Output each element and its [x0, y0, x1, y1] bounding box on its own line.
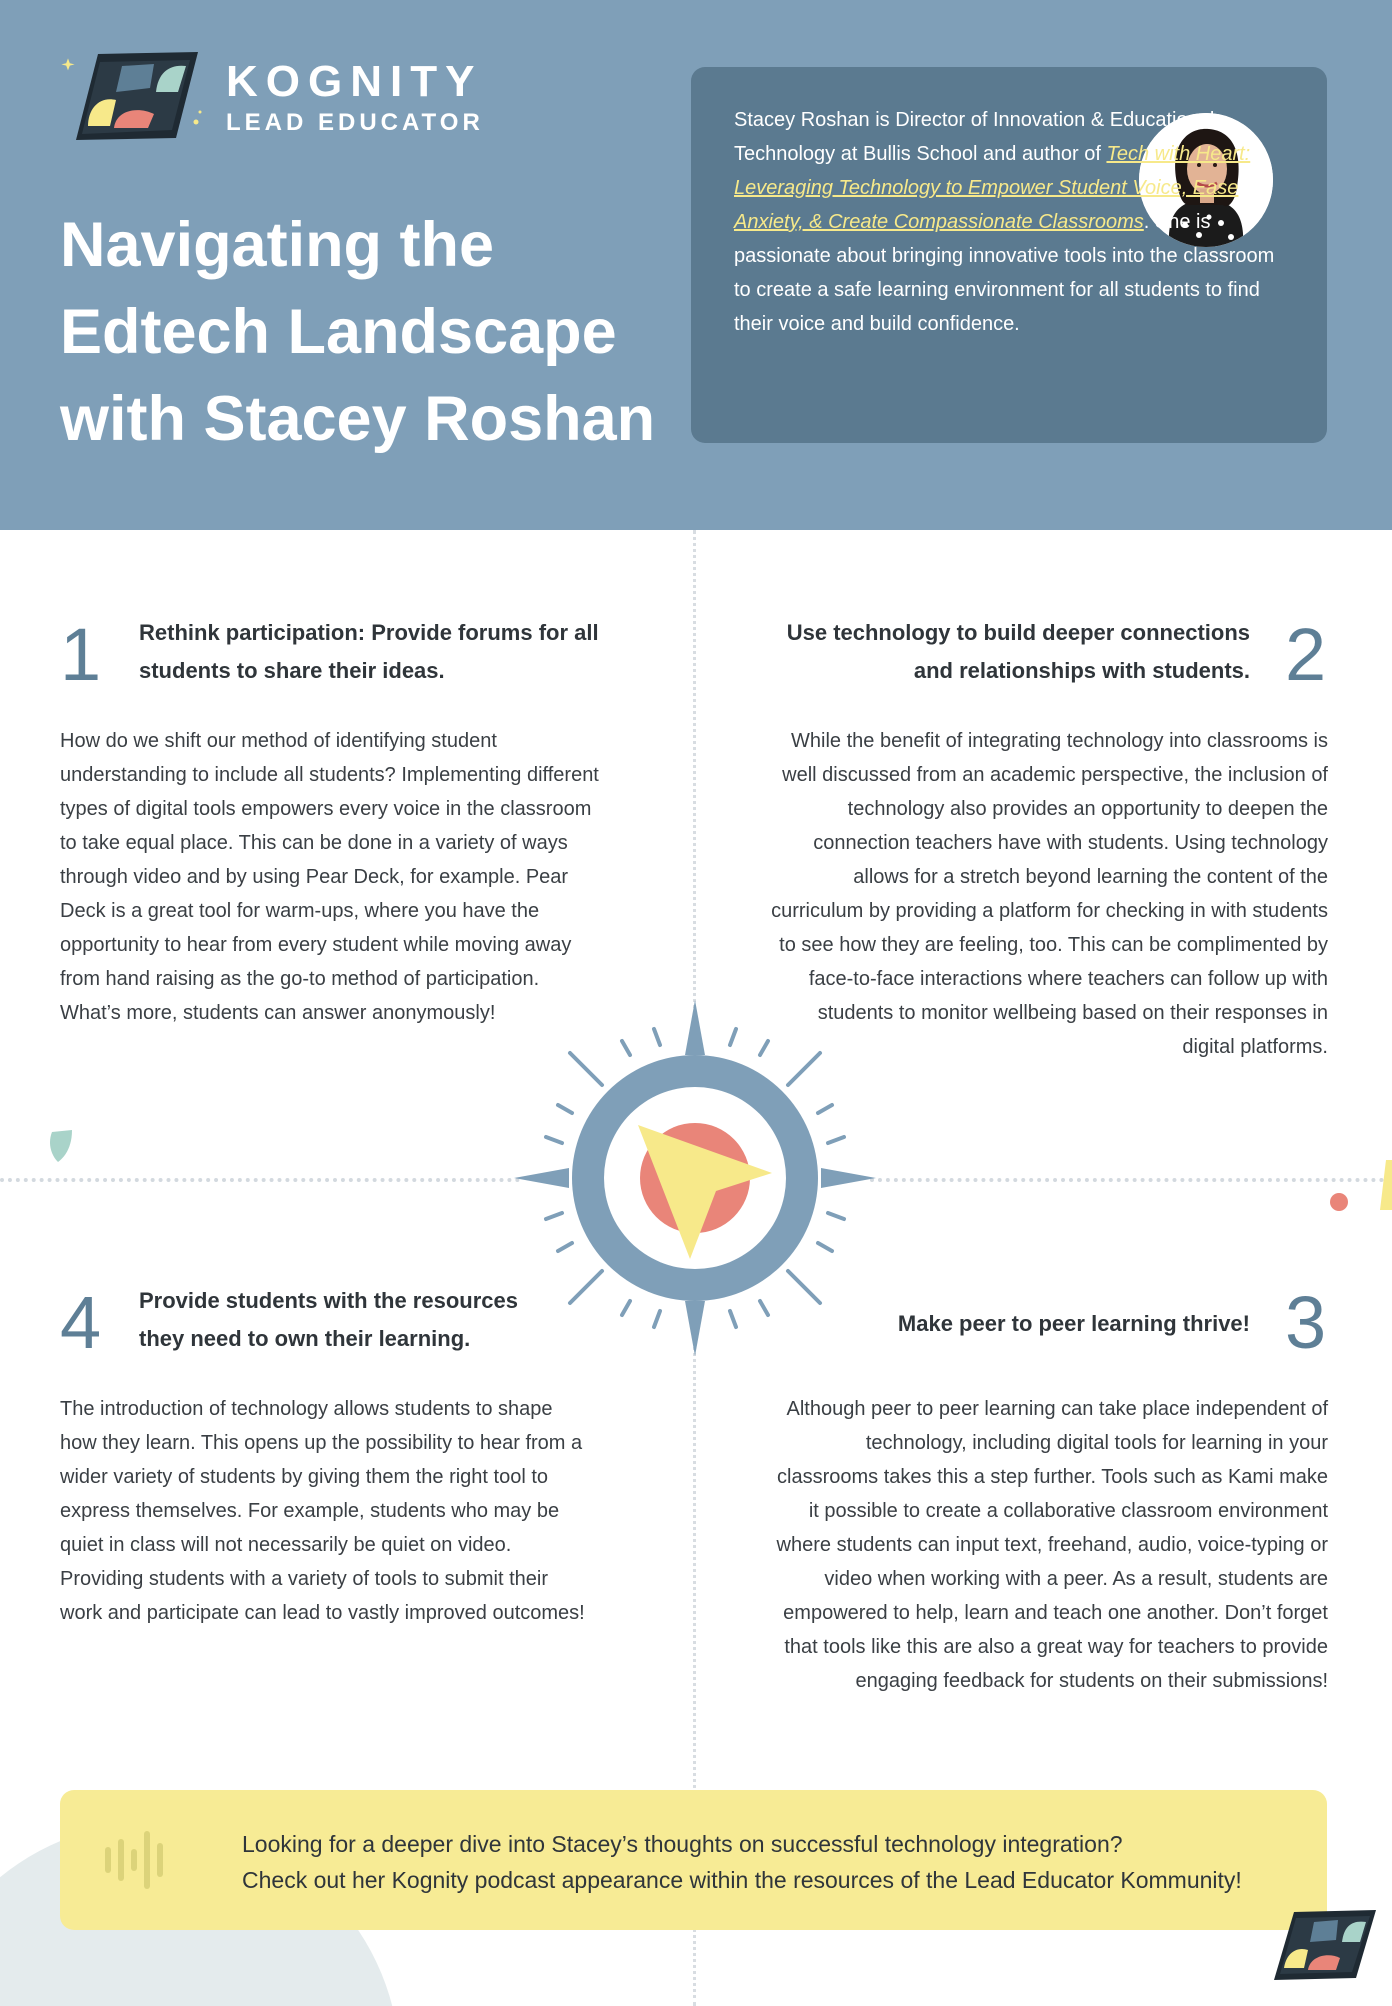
title-line-1: Navigating the	[60, 210, 495, 280]
yellow-shape-decoration	[1380, 1160, 1392, 1210]
bio-text	[734, 103, 1284, 341]
section-3-title: Make peer to peer learning thrive!	[897, 1311, 1250, 1336]
title-line-2: Edtech Landscape	[60, 297, 617, 367]
horizontal-divider-right	[870, 1178, 1392, 1182]
section-1-number: 1	[60, 613, 102, 696]
section-1-body: How do we shift our method of identifying student understanding to include all students? Implementing different types of digital tools empowers every voice in the classroom to take equal place. This can be done in a variety of ways through video and by using Pear Deck, for example. Pear Deck is a great tool for warm-ups, where you have the opportunity to hear from every student while moving away from hand raising as the go-to method of participation. What’s more, students can answer anonymously!	[60, 730, 599, 1024]
header-banner	[0, 0, 1392, 530]
callout-line-1: Looking for a deeper dive into Stacey’s thoughts on successful technology integration?	[242, 1831, 1123, 1857]
podcast-callout	[60, 1790, 1327, 1930]
section-3-number: 3	[1285, 1281, 1327, 1364]
section-3-body: Although peer to peer learning can take place independent of technology, including digital tools for learning in your classrooms takes this a step further. Tools such as Kami make it possible to create a collaborative classroom environment where students can input text, freehand, audio, voice-typing or video when working with a peer. As a result, students are empowered to help, learn and teach one another. Don’t forget that tools like this are also a great way for teachers to provide engaging feedback for students on their submissions!	[776, 1398, 1328, 1692]
book-title-link[interactable]: Tech with Heart: Leveraging Technology to Empower Student Voice, Ease Anxiety, & Create Compassionate Classrooms	[734, 143, 1251, 233]
leaf-decoration-icon	[48, 1130, 74, 1162]
bio-intro: Stacey Roshan is Director of Innovation & Educational Technology at Bullis School and author of	[734, 109, 1215, 165]
section-2-body: While the benefit of integrating technology into classrooms is well discussed from an academic perspective, the inclusion of technology also provides an opportunity to deepen the connection teachers have with students. Using technology allows for a stretch beyond learning the content of the curriculum by providing a platform for checking in with students to see how they are feeling, too. This can be complimented by face-to-face interactions where teachers can follow up with students to monitor wellbeing based on their responses in digital platforms.	[771, 730, 1328, 1058]
red-dot-decoration	[1330, 1193, 1348, 1211]
section-4-number: 4	[60, 1281, 102, 1364]
brand-name: KOGNITY	[226, 57, 483, 106]
section-2-number: 2	[1285, 613, 1327, 696]
title-line-3: with Stacey Roshan	[60, 384, 656, 454]
section-4-body: The introduction of technology allows students to shape how they learn. This opens up the possibility to hear from a wider variety of students by giving them the right tool to express themselves. For example, students who may be quiet in class will not necessarily be quiet on video. Providing students with a variety of tools to submit their work and participate can lead to vastly improved outcomes!	[60, 1398, 585, 1624]
brand-lockup	[226, 58, 484, 138]
compass-icon	[512, 995, 878, 1361]
callout-text	[242, 1826, 1302, 1898]
kognity-footer-logo-icon	[1270, 1908, 1378, 1984]
audio-wave-icon	[104, 1830, 170, 1890]
section-1-title: Rethink participation: Provide forums for all students to share their ideas.	[139, 620, 599, 683]
page-title	[60, 202, 700, 463]
bio-card	[691, 67, 1327, 443]
section-2-title: Use technology to build deeper connections and relationships with students.	[786, 620, 1250, 683]
brand-subtitle: LEAD EDUCATOR	[226, 109, 484, 136]
bio-outro: . She is passionate about bringing innovative tools into the classroom to create a safe learning environment for all students to find their voice and build confidence.	[734, 211, 1275, 335]
kognity-logo-icon	[58, 48, 208, 148]
section-4-title: Provide students with the resources they need to own their learning.	[139, 1288, 518, 1351]
horizontal-divider-left	[0, 1178, 520, 1182]
callout-line-2: Check out her Kognity podcast appearance within the resources of the Lead Educator Kommunity!	[242, 1867, 1242, 1893]
